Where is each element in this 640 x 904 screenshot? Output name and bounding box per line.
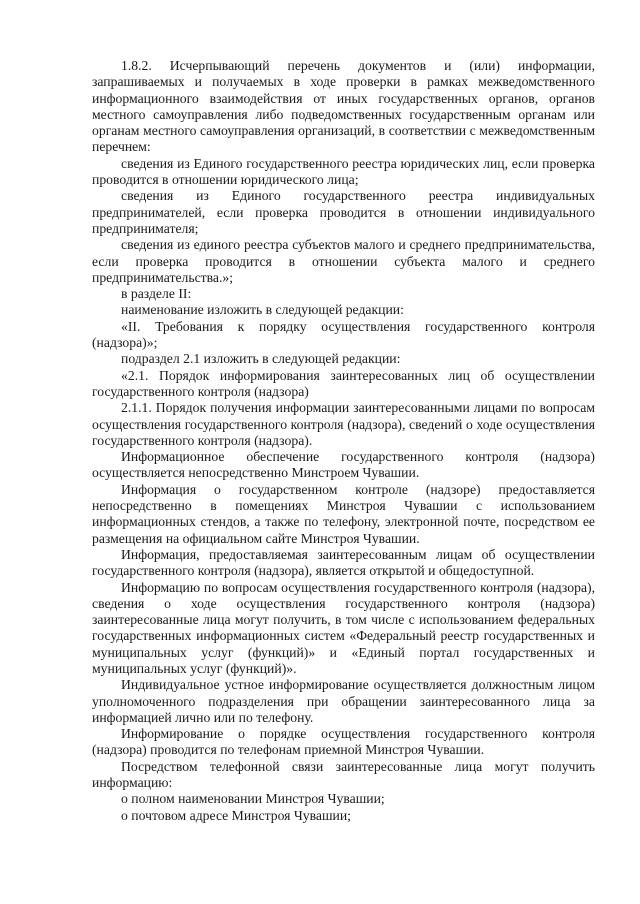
paragraph-subsection-2-1: подраздел 2.1 изложить в следующей редакции: (121, 351, 401, 367)
paragraph-legal-entities-register: сведения из Единого государственного реестра юридических лиц, если проверка проводится в отношении юридического лица; (92, 155, 595, 188)
paragraph-phone-informing: Информирование о порядке осуществления государственного контроля (надзора) проводится по телефонам приемной Минстроя Чувашии. (92, 726, 595, 758)
paragraph-title-edit: наименование изложить в следующей редакции: (121, 302, 404, 318)
paragraph-section-ii-title: «II. Требования к порядку осуществления государственного контроля (надзора)»; (92, 318, 595, 351)
paragraph-small-business-register: сведения из единого реестра субъектов малого и среднего предпринимательства, если проверка проводится в отношении субъекта малого и среднего предпринимательства.»; (92, 237, 595, 285)
paragraph-full-name: о полном наименовании Минстроя Чувашии; (121, 791, 385, 807)
paragraph-info-provision: Информация о государственном контроле (надзоре) предоставляется непосредственно в помещениях Минстроя Чувашии с использованием информационных стендов, а также по телефону, электронной почте, посредством ее размещения на официальном сайте Минстроя Чувашии. (92, 481, 595, 546)
paragraph-info-systems: Информацию по вопросам осуществления государственного контроля (надзора), сведения о ходе осуществления государственного контроля (надзора) заинтересованные лица могут получить, в том числе с использованием федеральных государственных информационных систем «Федеральный реестр государственных и муниципальных услуг (функций)» и «Единый портал государственных и муниципальных услуг (функций)». (92, 579, 595, 676)
paragraph-phone-info-list: Посредством телефонной связи заинтересованные лица могут получить информацию: (92, 758, 595, 791)
paragraph-1-8-2: 1.8.2. Исчерпывающий перечень документов и (или) информации, запрашиваемых и получаемых в ходе проверки в рамках межведомственного информационного взаимодействия от иных государственных органов, органов местного самоуправления либо подведомственных государственным органам или органам местного самоуправления организаций, в соответствии с межведомственным перечнем: (92, 58, 595, 155)
paragraph-postal-address: о почтовом адресе Минстроя Чувашии; (121, 807, 351, 823)
paragraph-entrepreneurs-register: сведения из Единого государственного реестра индивидуальных предпринимателей, если проверка проводится в отношении индивидуального предпринимателя; (92, 188, 595, 236)
paragraph-2-1-1: 2.1.1. Порядок получения информации заинтересованными лицами по вопросам осуществления государственного контроля (надзора), сведений о ходе осуществления государственного контроля (надзора). (92, 400, 595, 448)
paragraph-oral-informing: Индивидуальное устное информирование осуществляется должностным лицом уполномоченного подразделения при обращении заинтересованного лица за информацией лично или по телефону. (92, 677, 595, 725)
paragraph-2-1-heading: «2.1. Порядок информирования заинтересованных лиц об осуществлении государственного контроля (надзора) (92, 367, 595, 399)
paragraph-section-ii: в разделе II: (121, 286, 192, 302)
paragraph-info-open: Информация, предоставляемая заинтересованным лицам об осуществлении государственного контроля (надзора), является открытой и общедоступной. (92, 546, 595, 579)
document-body (92, 58, 595, 824)
paragraph-info-support: Информационное обеспечение государственного контроля (надзора) осуществляется непосредственно Минстроем Чувашии. (92, 449, 595, 481)
